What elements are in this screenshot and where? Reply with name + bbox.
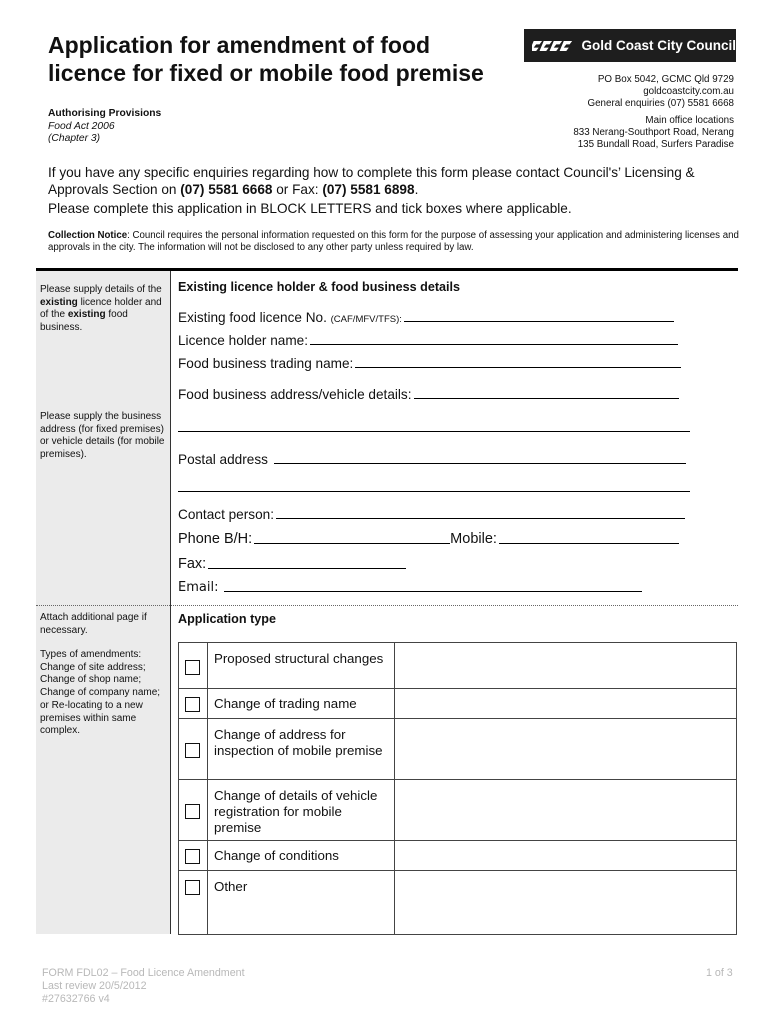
footer-doc-number: #27632766 v4 xyxy=(42,993,110,1005)
auth-chapter: (Chapter 3) xyxy=(48,133,101,144)
business-address-field[interactable] xyxy=(178,387,679,402)
contact-person-label: Contact person: xyxy=(178,507,274,522)
contact-office-nerang: 833 Nerang-Southport Road, Nerang xyxy=(573,127,734,138)
amendment-types-help: Types of amendments: Change of site address; Change of shop name; Change of company name; or Re-locating to a new premises within same complex. xyxy=(40,649,161,737)
notice-text: : Council requires the personal information requested on this form for the purpose of assessing your application and administering licenses and approvals in the city. The information will not be disclosed to any other party unless required by law. xyxy=(48,230,739,253)
contact-person-field[interactable] xyxy=(178,507,685,522)
form-footer xyxy=(42,967,245,1006)
council-emblem-icon xyxy=(532,36,575,56)
footer-form-name: FORM FDL02 – Food Licence Amendment xyxy=(42,967,245,979)
council-contact xyxy=(573,74,734,151)
page-number: 1 of 3 xyxy=(706,967,733,979)
attach-help: Attach additional page if necessary. xyxy=(40,612,147,636)
notice-label: Collection Notice xyxy=(48,230,128,241)
trading-name-input[interactable] xyxy=(355,366,681,368)
collection-notice xyxy=(48,230,748,254)
enquiries-prefix: If you have any specific enquiries regarding how to complete this form please contact Council's’ Licensing & Approvals Section on xyxy=(48,165,695,197)
licence-no-field[interactable] xyxy=(178,310,674,325)
option-label: Change of address for inspection of mobile premise xyxy=(214,727,383,758)
email-input[interactable] xyxy=(224,590,642,592)
contact-offices-heading: Main office locations xyxy=(645,115,734,126)
title-line-1: Application for amendment of food xyxy=(48,32,431,58)
email-label: Email: xyxy=(178,580,219,595)
help-bold: existing xyxy=(67,309,106,321)
postal-address-input[interactable] xyxy=(274,462,686,464)
details-heading: Existing licence holder & food business details xyxy=(178,280,461,294)
footer-review-date: Last review 20/5/2012 xyxy=(42,980,147,992)
fax-input[interactable] xyxy=(208,567,406,569)
fax-field[interactable] xyxy=(178,556,406,572)
enquiries-fax: (07) 5581 6898 xyxy=(322,182,415,197)
option-label: Proposed structural changes xyxy=(214,651,384,666)
holder-label: Licence holder name: xyxy=(178,333,308,348)
postal-address-line-2[interactable] xyxy=(178,491,690,492)
enquiries-fax-prefix: or Fax: xyxy=(276,182,319,197)
authorising-provisions xyxy=(48,108,161,146)
contact-enquiries: General enquiries (07) 5581 6668 xyxy=(587,98,734,109)
sidebar-divider xyxy=(170,271,171,934)
holder-field[interactable] xyxy=(178,333,678,348)
page-title xyxy=(48,31,484,87)
trading-name-label: Food business trading name: xyxy=(178,356,354,371)
existing-details-help xyxy=(40,284,168,335)
application-option-row xyxy=(178,779,737,840)
enquiries-text: If you have any specific enquiries regarding how to complete this form please contact Council's’ Licensing & Approvals Section on (07) 5581 6668 or Fax: (07) 5581 6898. xyxy=(48,165,695,197)
auth-heading: Authorising Provisions xyxy=(48,108,162,119)
help-text: food business. xyxy=(40,309,128,334)
logo-text: Gold Coast City Council xyxy=(581,38,736,53)
council-logo xyxy=(524,29,736,62)
mobile-label: Mobile: xyxy=(450,531,497,547)
option-checkbox[interactable] xyxy=(185,660,200,675)
business-address-input[interactable] xyxy=(414,397,679,399)
postal-address-field[interactable] xyxy=(178,452,686,467)
option-checkbox[interactable] xyxy=(185,804,200,819)
option-checkbox[interactable] xyxy=(185,880,200,895)
option-label: Change of conditions xyxy=(214,848,339,863)
guidance-sidebar xyxy=(36,271,170,934)
business-address-line-2[interactable] xyxy=(178,431,690,432)
option-label: Other xyxy=(214,879,248,894)
option-checkbox[interactable] xyxy=(185,849,200,864)
holder-input[interactable] xyxy=(310,343,678,345)
enquiries-phone: (07) 5581 6668 xyxy=(180,182,273,197)
help-text: Please supply details of the xyxy=(40,284,162,295)
mobile-input[interactable] xyxy=(499,542,679,544)
contact-office-surfers: 135 Bundall Road, Surfers Paradise xyxy=(577,139,734,150)
address-help: Please supply the business address (for fixed premises) or vehicle details (for mobile premises). xyxy=(40,411,165,461)
email-field[interactable] xyxy=(178,580,642,595)
licence-no-hint: (CAF/MFV/TFS): xyxy=(330,314,402,325)
option-label: Change of details of vehicle registration for mobile premise xyxy=(214,788,378,835)
application-option-row xyxy=(178,718,737,779)
phone-input[interactable] xyxy=(254,542,450,544)
application-option-row xyxy=(178,870,737,935)
application-type-heading: Application type xyxy=(178,612,276,626)
section-separator xyxy=(36,605,738,606)
title-line-2: licence for fixed or mobile food premise xyxy=(48,60,484,86)
application-option-row xyxy=(178,642,737,688)
block-letters-instruction: Please complete this application in BLOCK LETTERS and tick boxes where applicable. xyxy=(48,201,572,216)
help-bold: existing xyxy=(40,296,78,308)
trading-name-field[interactable] xyxy=(178,356,681,371)
licence-no-label: Existing food licence No. xyxy=(178,310,327,325)
application-type-table xyxy=(178,642,737,934)
contact-po-box: PO Box 5042, GCMC Qld 9729 xyxy=(597,74,734,85)
application-option-row xyxy=(178,840,737,870)
licence-no-input[interactable] xyxy=(404,320,674,322)
option-checkbox[interactable] xyxy=(185,743,200,758)
phone-field[interactable] xyxy=(178,531,679,547)
application-option-row xyxy=(178,688,737,718)
phone-label: Phone B/H: xyxy=(178,531,253,547)
help-text: licence holder and of the xyxy=(40,296,162,321)
postal-address-label: Postal address xyxy=(178,452,268,467)
contact-person-input[interactable] xyxy=(276,517,685,519)
option-label: Change of trading name xyxy=(214,696,357,711)
fax-label: Fax: xyxy=(178,556,207,572)
contact-website: goldcoastcity.com.au xyxy=(643,86,734,97)
option-checkbox[interactable] xyxy=(185,697,200,712)
business-address-label: Food business address/vehicle details: xyxy=(178,387,412,402)
auth-act: Food Act 2006 xyxy=(48,120,115,132)
